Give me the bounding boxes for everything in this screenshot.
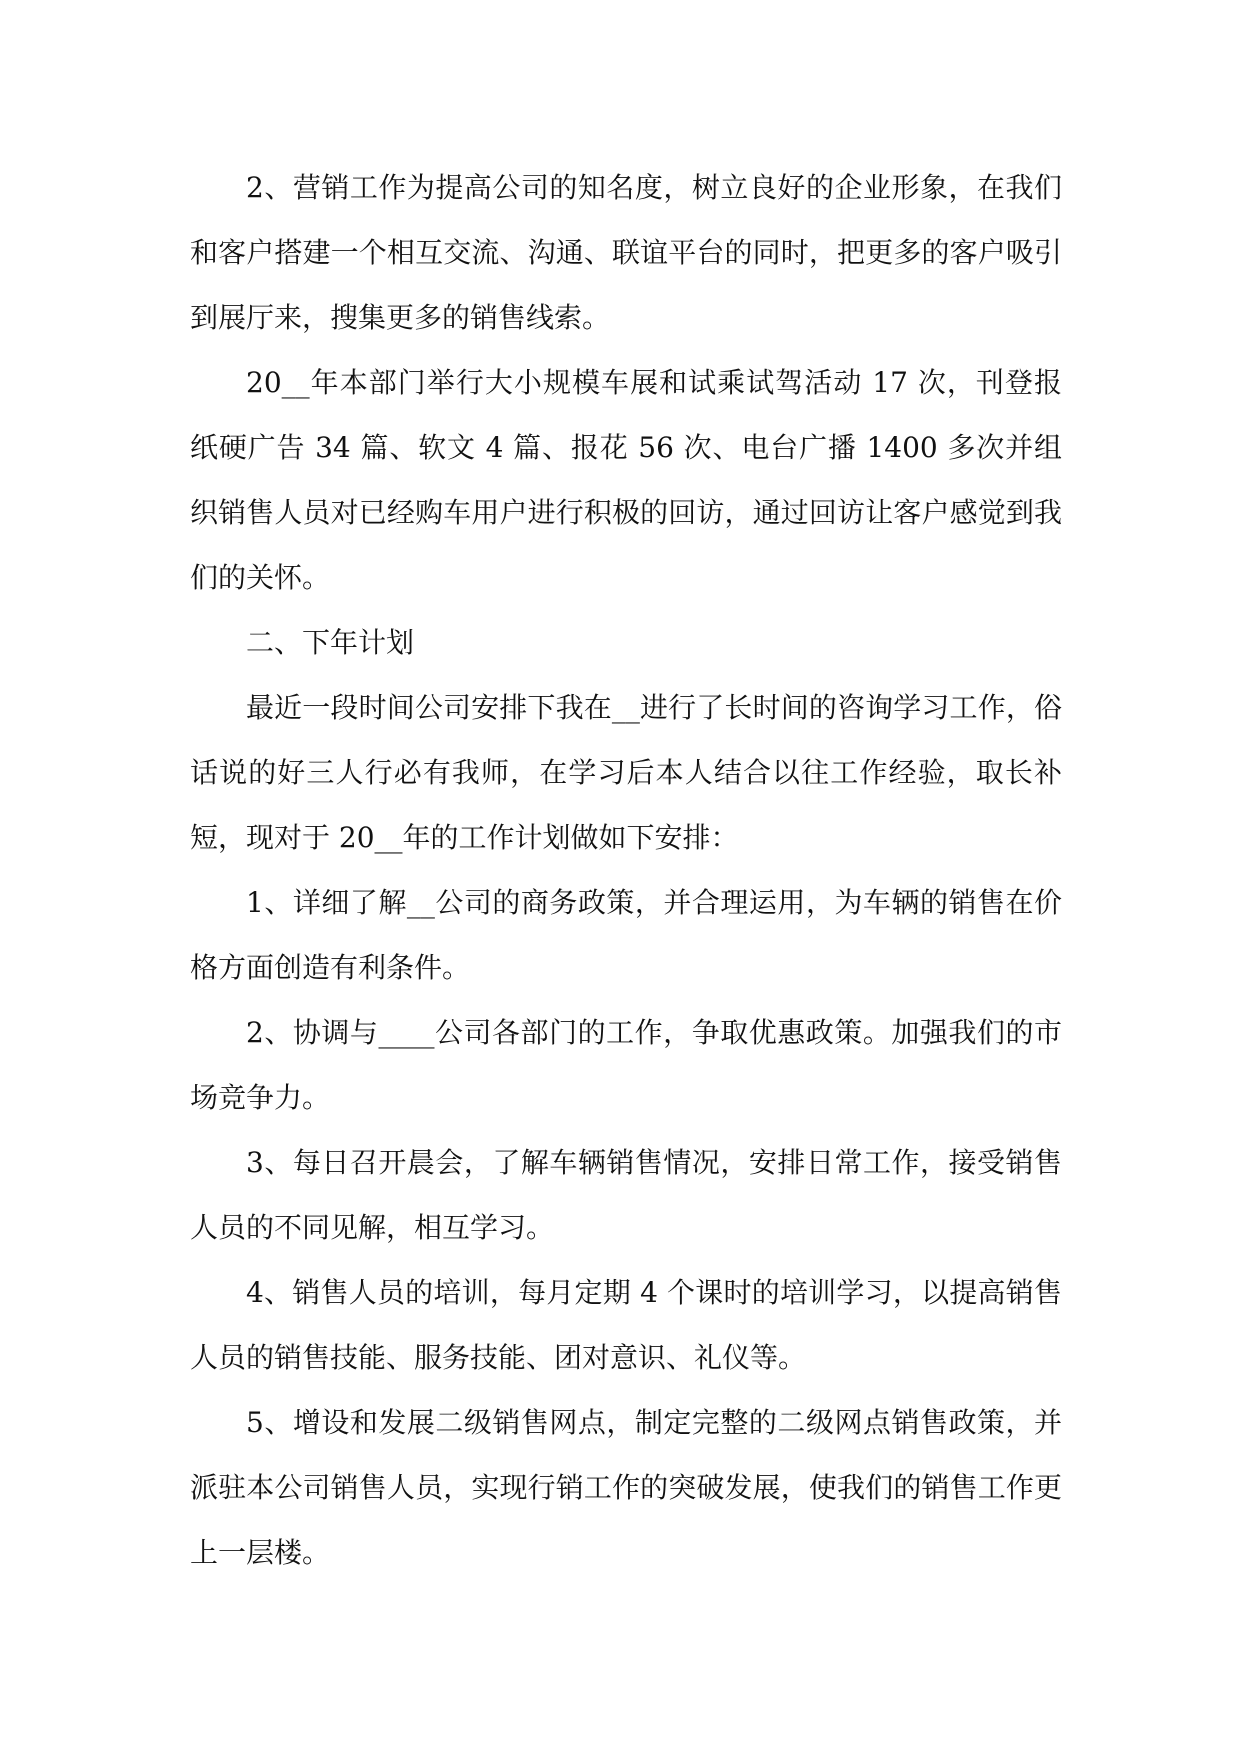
- plan-item-4: 4、销售人员的培训，每月定期 4 个课时的培训学习，以提高销售人员的销售技能、服务技能、团对意识、礼仪等。: [190, 1276, 1062, 1374]
- paragraph-activity-summary: 20__年本部门举行大小规模车展和试乘试驾活动 17 次，刊登报纸硬广告 34 篇、软文 4 篇、报花 56 次、电台广播 1400 多次并组织销售人员对已经购车用户进行积极的回访，通过回访让客户感觉到我们的关怀。: [190, 366, 1062, 594]
- plan-item-2: 2、协调与____公司各部门的工作，争取优惠政策。加强我们的市场竞争力。: [190, 1016, 1062, 1114]
- paragraph-marketing-goal: 2、营销工作为提高公司的知名度，树立良好的企业形象，在我们和客户搭建一个相互交流、沟通、联谊平台的同时，把更多的客户吸引到展厅来，搜集更多的销售线索。: [190, 171, 1062, 334]
- section-heading-next-year-plan: 二、下年计划: [246, 626, 415, 659]
- document-body: [190, 155, 1062, 1585]
- plan-item-3: 3、每日召开晨会，了解车辆销售情况，安排日常工作，接受销售人员的不同见解，相互学习。: [190, 1146, 1062, 1244]
- plan-item-1: 1、详细了解__公司的商务政策，并合理运用，为车辆的销售在价格方面创造有利条件。: [190, 886, 1062, 984]
- paragraph-plan-intro: 最近一段时间公司安排下我在__进行了长时间的咨询学习工作，俗话说的好三人行必有我师，在学习后本人结合以往工作经验，取长补短，现对于 20__年的工作计划做如下安排：: [190, 691, 1062, 854]
- plan-item-5: 5、增设和发展二级销售网点，制定完整的二级网点销售政策，并派驻本公司销售人员，实现行销工作的突破发展，使我们的销售工作更上一层楼。: [190, 1406, 1062, 1569]
